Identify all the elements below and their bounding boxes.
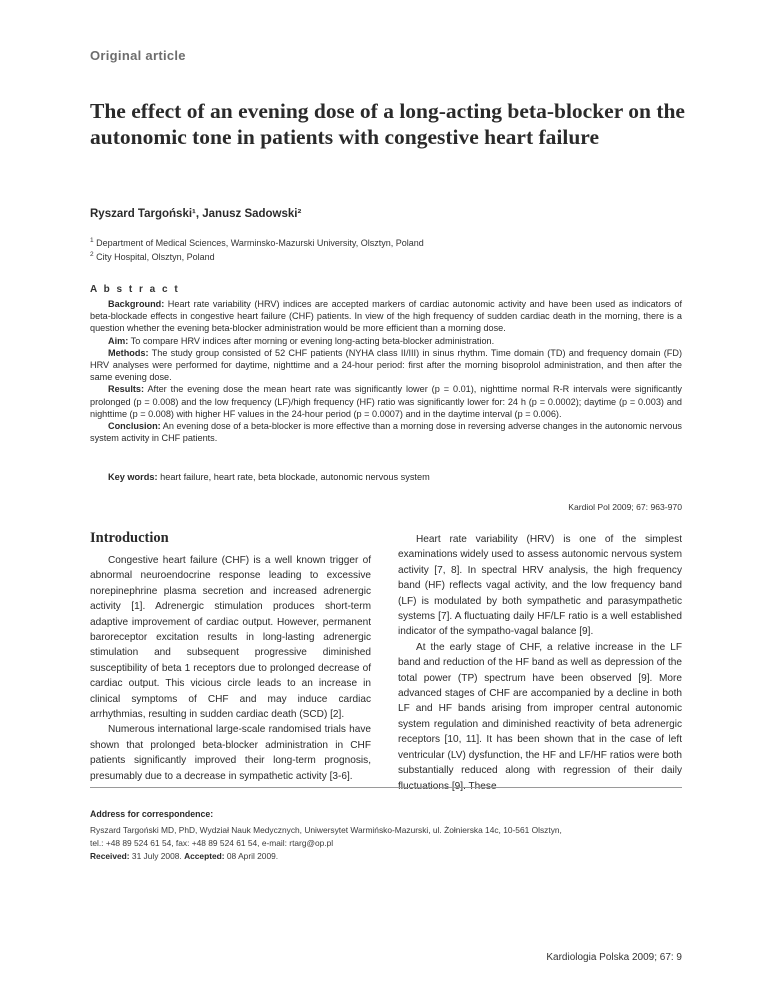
affiliation-2 bbox=[90, 251, 215, 262]
abstract-conclusion bbox=[90, 420, 682, 444]
paragraph: Heart rate variability (HRV) is one of the simplest examinations widely used to assess autonomic nervous system activity [7, 8]. In spectral HRV analysis, the high frequency band (HF) reflects vagal activity, and the low frequency band (LF) is modulated by both sympathetic and parasympathetic systems [7]. A fluctuating daily HF/LF ratio is a well established indicator of the sympatho-vagal balance [9]. bbox=[398, 534, 682, 638]
correspondence-contact: tel.: +48 89 524 61 54, fax: +48 89 524 61 54, e-mail: rtarg@op.pl bbox=[90, 838, 334, 848]
keywords-text: heart failure, heart rate, beta blockade, autonomic nervous system bbox=[160, 472, 430, 482]
authors: Ryszard Targoński¹, Janusz Sadowski² bbox=[90, 208, 302, 220]
abstract-label: Aim: bbox=[108, 335, 129, 346]
divider bbox=[90, 787, 682, 788]
received-date: 31 July 2008. bbox=[131, 851, 182, 861]
body-column-right bbox=[398, 532, 682, 794]
abstract-text: Heart rate variability (HRV) indices are accepted markers of cardiac autonomic activity and have been used as indicators of beta-blockade effects in congestive heart failure (CHF) patients. In view of the high frequency of sudden cardiac death in the morning, there is a question whether the evening beta-blocker administration would be more efficient than a morning dose. bbox=[90, 299, 682, 334]
affiliation-text: Department of Medical Sciences, Warminsko-Mazurski University, Olsztyn, Poland bbox=[96, 238, 424, 248]
affiliation-text: City Hospital, Olsztyn, Poland bbox=[96, 252, 215, 262]
abstract-methods bbox=[90, 347, 682, 384]
paragraph: At the early stage of CHF, a relative increase in the LF band and reduction of the HF band as well as depression of the total power (TP) spectrum have been observed [9]. More advanced stages of CHF are accompanied by a decline in both LF and HF bands arising from improper central autonomic system regulation and diminished reactivity of beta adrenergic receptors [10, 11]. It has been shown that in the case of left ventricular (LV) dysfunction, the HF and LF/HF ratios were both substantially reduced along with regression of their daily fluctuations [9]. These bbox=[398, 641, 682, 792]
paragraph: Congestive heart failure (CHF) is a well known trigger of abnormal neuroendocrine response leading to excessive norepinephrine plasma secretion and increased adrenergic activity [1]. Adrenergic stimulation produces short-term adaptive improvement of cardiac output. However, permanent baroreceptor excitation results in long-lasting adrenergic stimulation and subsequent progressive diminished susceptibility of beta 1 receptors due to prolonged decrease of cardiac output. This vicious circle leads to an increase in clinical symptoms of CHF and may induce cardiac arrhythmias, resulting in sudden cardiac death (SCD) [2]. bbox=[90, 555, 371, 721]
abstract-text: After the evening dose the mean heart rate was significantly lower (p = 0.01), nighttime normal R-R intervals were significantly prolonged (p = 0.008) and the low frequency (LF)/high frequency (HF) ratio was significantly lower for: 24 h (p = 0.0002); daytime (p = 0.003) and nighttime (p = 0.008) with higher HF values in the 24-hour period (p = 0.0007) and in the daytime interval (p = 0.006). bbox=[90, 384, 682, 419]
paragraph: Numerous international large-scale randomised trials have shown that prolonged beta-blocker administration in CHF patients significantly improved their long-term prognosis, presumably due to a decrease in sympathetic activity [3-6]. bbox=[90, 724, 371, 782]
affiliation-1 bbox=[90, 237, 424, 248]
correspondence-heading: Address for correspondence: bbox=[90, 809, 214, 819]
abstract-text: To compare HRV indices after morning or evening long-acting beta-blocker administration. bbox=[130, 335, 495, 346]
accepted-date: 08 April 2009. bbox=[226, 851, 279, 861]
article-title: The effect of an evening dose of a long-acting beta-blocker on the autonomic tone in patients with congestive heart failure bbox=[90, 99, 685, 149]
received-label: Received: bbox=[90, 851, 130, 861]
abstract-results bbox=[90, 383, 682, 420]
abstract-label: Methods: bbox=[108, 347, 149, 358]
abstract-heading: A b s t r a c t bbox=[90, 284, 180, 295]
correspondence-dates bbox=[90, 851, 278, 861]
accepted-label: Accepted: bbox=[184, 851, 225, 861]
abstract-background bbox=[90, 298, 682, 335]
section-label: Original article bbox=[90, 48, 186, 63]
abstract-text: An evening dose of a beta-blocker is more effective than a morning dose in reversing adverse changes in the autonomic nervous system activity in CHF patients. bbox=[90, 421, 682, 444]
abstract-label: Background: bbox=[108, 299, 165, 309]
abstract-body bbox=[90, 298, 682, 444]
introduction-heading: Introduction bbox=[90, 530, 169, 546]
abstract-label: Results: bbox=[108, 384, 145, 395]
abstract-aim bbox=[90, 335, 682, 347]
affiliation-number: 2 bbox=[90, 251, 94, 258]
affiliation-number: 1 bbox=[90, 237, 94, 244]
abstract-label: Conclusion: bbox=[108, 421, 161, 432]
abstract-text: The study group consisted of 52 CHF patients (NYHA class II/III) in sinus rhythm. Time domain (TD) and frequency domain (FD) HRV analyses were performed for daytime, nighttime and a 24-hour period: first after the morning bisoprolol administration, and then after the same evening dose. bbox=[90, 347, 683, 383]
correspondence-address: Ryszard Targoński MD, PhD, Wydział Nauk Medycznych, Uniwersytet Warmińsko-Mazurski, ul. Żołnierska 14c, 10-561 Olsztyn, bbox=[90, 825, 562, 835]
page-footer: Kardiologia Polska 2009; 67: 9 bbox=[546, 952, 682, 963]
body-column-left bbox=[90, 553, 371, 784]
citation: Kardiol Pol 2009; 67: 963-970 bbox=[568, 502, 682, 512]
keywords bbox=[108, 472, 430, 482]
keywords-label: Key words: bbox=[108, 472, 158, 482]
